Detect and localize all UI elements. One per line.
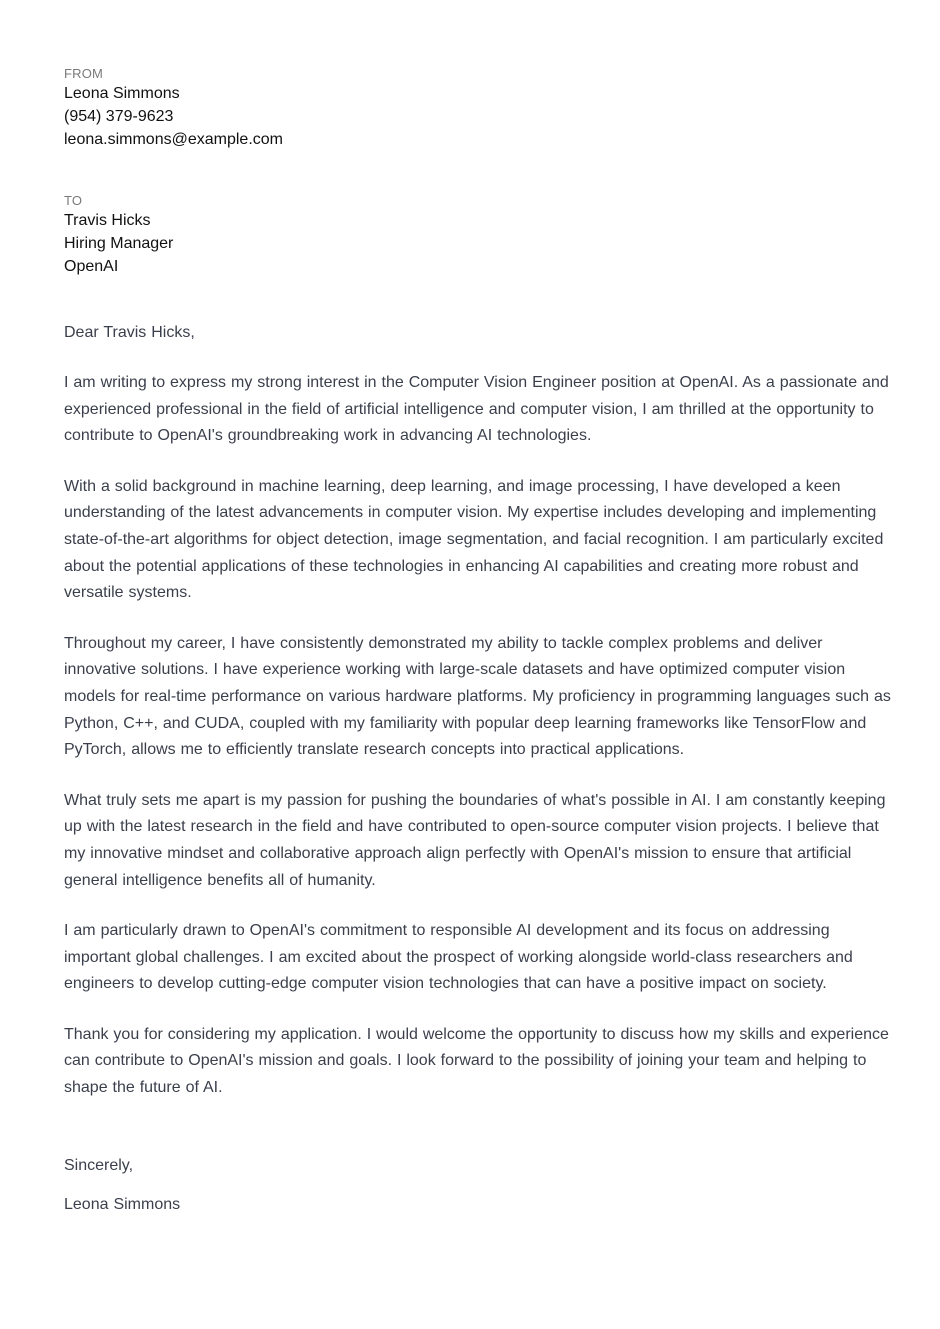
paragraph-mission: I am particularly drawn to OpenAI's commitment to responsible AI development and its focus on addressing important global challenges. I am excited about the prospect of working alongside world-class researchers and engineers to develop cutting-edge computer vision technologies that can have a positive impact on society. [64, 922, 853, 993]
salutation: Dear Travis Hicks, [64, 324, 195, 341]
from-label: FROM [64, 66, 104, 81]
recipient-company: OpenAI [64, 258, 119, 275]
signature: Leona Simmons [64, 1196, 181, 1213]
sender-phone: (954) 379-9623 [64, 108, 174, 125]
sender-name: Leona Simmons [64, 85, 180, 102]
recipient-block [64, 193, 173, 278]
paragraph-intro: I am writing to express my strong interest in the Computer Vision Engineer position at OpenAI. As a passionate and experienced professional in the field of artificial intelligence and computer vision, I am thrilled at the opportunity to contribute to OpenAI's groundbreaking work in advancing AI technologies. [64, 374, 889, 445]
paragraph-thanks: Thank you for considering my application. I would welcome the opportunity to discuss how my skills and experience can contribute to OpenAI's mission and goals. I look forward to the possibility of joining your team and helping to shape the future of AI. [64, 1025, 889, 1097]
closing: Sincerely, [64, 1157, 134, 1174]
paragraph-background: With a solid background in machine learning, deep learning, and image processing, I have developed a keen understanding of the latest advancements in computer vision. My expertise includes developing and implementing state-of-the-art algorithms for object detection, image segmentation, and facial recognition. I am particularly excited about the potential applications of these technologies in enhancing AI capabilities and creating more robust and versatile systems. [64, 477, 884, 602]
letter-body [64, 370, 894, 1126]
paragraph-experience: Throughout my career, I have consistently demonstrated my ability to tackle complex problems and deliver innovative solutions. I have experience working with large-scale datasets and have optimized computer vision models for real-time performance on various hardware platforms. My proficiency in programming languages such as Python, C++, and CUDA, coupled with my familiarity with popular deep learning frameworks like TensorFlow and PyTorch, allows me to efficiently translate research concepts into practical applications. [64, 634, 891, 759]
recipient-name: Travis Hicks [64, 212, 151, 229]
sender-block [64, 66, 283, 151]
recipient-title: Hiring Manager [64, 235, 174, 252]
to-label: TO [64, 193, 83, 208]
paragraph-passion: What truly sets me apart is my passion for pushing the boundaries of what's possible in AI. I am constantly keeping up with the latest research in the field and have contributed to open-source computer vision projects. I believe that my innovative mindset and collaborative approach align perfectly with OpenAI's mission to ensure that artificial general intelligence benefits all of humanity. [64, 791, 886, 889]
sender-email: leona.simmons@example.com [64, 131, 283, 148]
